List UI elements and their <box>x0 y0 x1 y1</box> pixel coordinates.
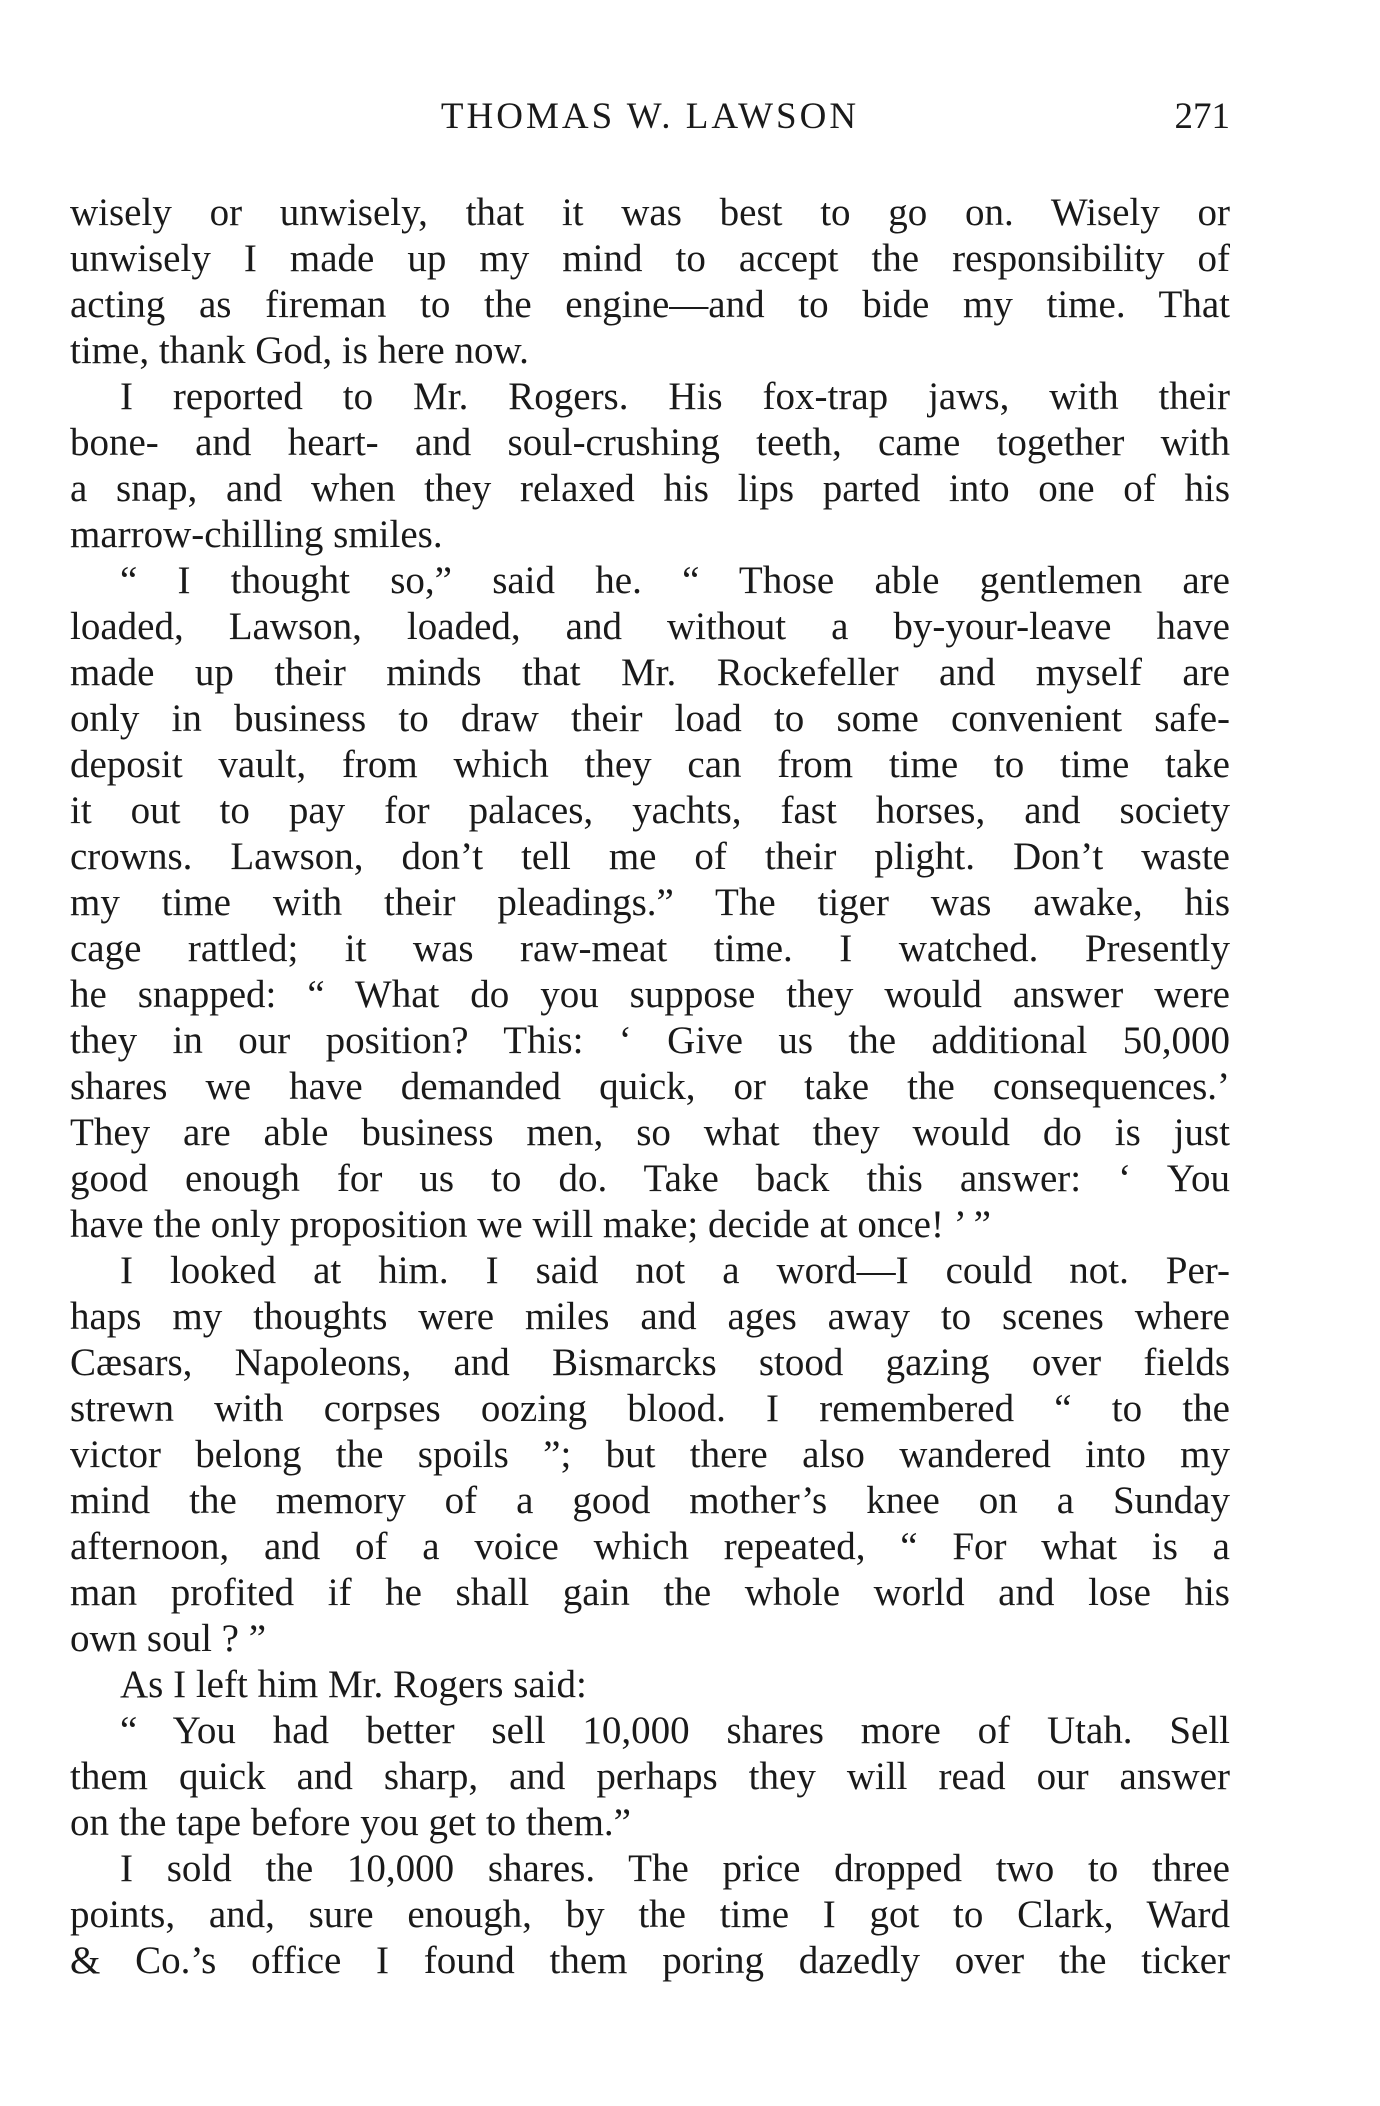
running-head <box>70 92 1230 142</box>
text-line: loaded, Lawson, loaded, and without a by-your-leave have <box>70 605 1230 648</box>
text-line: bone- and heart- and soul-crushing teeth, came together with <box>70 421 1230 464</box>
text-line: it out to pay for palaces, yachts, fast horses, and society <box>70 789 1230 832</box>
text-line: haps my thoughts were miles and ages away to scenes where <box>70 1295 1230 1338</box>
text-line: my time with their pleadings.” The tiger was awake, his <box>70 881 1230 924</box>
page-number: 271 <box>1174 96 1230 137</box>
text-line: cage rattled; it was raw-meat time. I watched. Presently <box>70 927 1230 970</box>
text-line: “ I thought so,” said he. “ Those able gentlemen are <box>120 559 1230 602</box>
text-line: on the tape before you get to them.” <box>70 1801 631 1844</box>
text-line: mind the memory of a good mother’s knee on a Sunday <box>70 1479 1230 1522</box>
text-line: they in our position? This: ‘ Give us the additional 50,000 <box>70 1019 1230 1062</box>
text-line: he snapped: “ What do you suppose they would answer were <box>70 973 1230 1016</box>
text-line: a snap, and when they relaxed his lips parted into one of his <box>70 467 1230 510</box>
text-line: They are able business men, so what they would do is just <box>70 1111 1230 1154</box>
text-line: only in business to draw their load to some convenient safe- <box>70 697 1230 740</box>
text-line: marrow-chilling smiles. <box>70 513 443 556</box>
text-line: Cæsars, Napoleons, and Bismarcks stood gazing over fields <box>70 1341 1230 1384</box>
text-line: “ You had better sell 10,000 shares more of Utah. Sell <box>120 1709 1230 1752</box>
text-line: I reported to Mr. Rogers. His fox-trap jaws, with their <box>120 375 1230 418</box>
text-line: shares we have demanded quick, or take the consequences.’ <box>70 1065 1230 1108</box>
text-line: crowns. Lawson, don’t tell me of their plight. Don’t waste <box>70 835 1230 878</box>
text-line: good enough for us to do. Take back this answer: ‘ You <box>70 1157 1230 1200</box>
text-line: victor belong the spoils ”; but there also wandered into my <box>70 1433 1230 1476</box>
text-line: strewn with corpses oozing blood. I remembered “ to the <box>70 1387 1230 1430</box>
text-line: & Co.’s office I found them poring dazedly over the ticker <box>70 1939 1230 1982</box>
text-line: points, and, sure enough, by the time I got to Clark, Ward <box>70 1893 1230 1936</box>
text-line: own soul ? ” <box>70 1617 267 1660</box>
body-text <box>70 190 1230 1984</box>
running-title: THOMAS W. LAWSON <box>440 96 860 137</box>
text-line: man profited if he shall gain the whole world and lose his <box>70 1571 1230 1614</box>
text-line: I sold the 10,000 shares. The price dropped two to three <box>120 1847 1230 1890</box>
text-line: acting as fireman to the engine—and to bide my time. That <box>70 283 1230 326</box>
text-line: wisely or unwisely, that it was best to go on. Wisely or <box>70 191 1230 234</box>
text-line: As I left him Mr. Rogers said: <box>120 1663 587 1706</box>
text-line: time, thank God, is here now. <box>70 329 529 372</box>
text-line: I looked at him. I said not a word—I could not. Per- <box>120 1249 1230 1292</box>
text-line: afternoon, and of a voice which repeated, “ For what is a <box>70 1525 1230 1568</box>
text-line: unwisely I made up my mind to accept the responsibility of <box>70 237 1230 280</box>
text-line: made up their minds that Mr. Rockefeller and myself are <box>70 651 1230 694</box>
text-line: have the only proposition we will make; decide at once! ’ ” <box>70 1203 991 1246</box>
text-line: deposit vault, from which they can from time to time take <box>70 743 1230 786</box>
text-line: them quick and sharp, and perhaps they will read our answer <box>70 1755 1230 1798</box>
